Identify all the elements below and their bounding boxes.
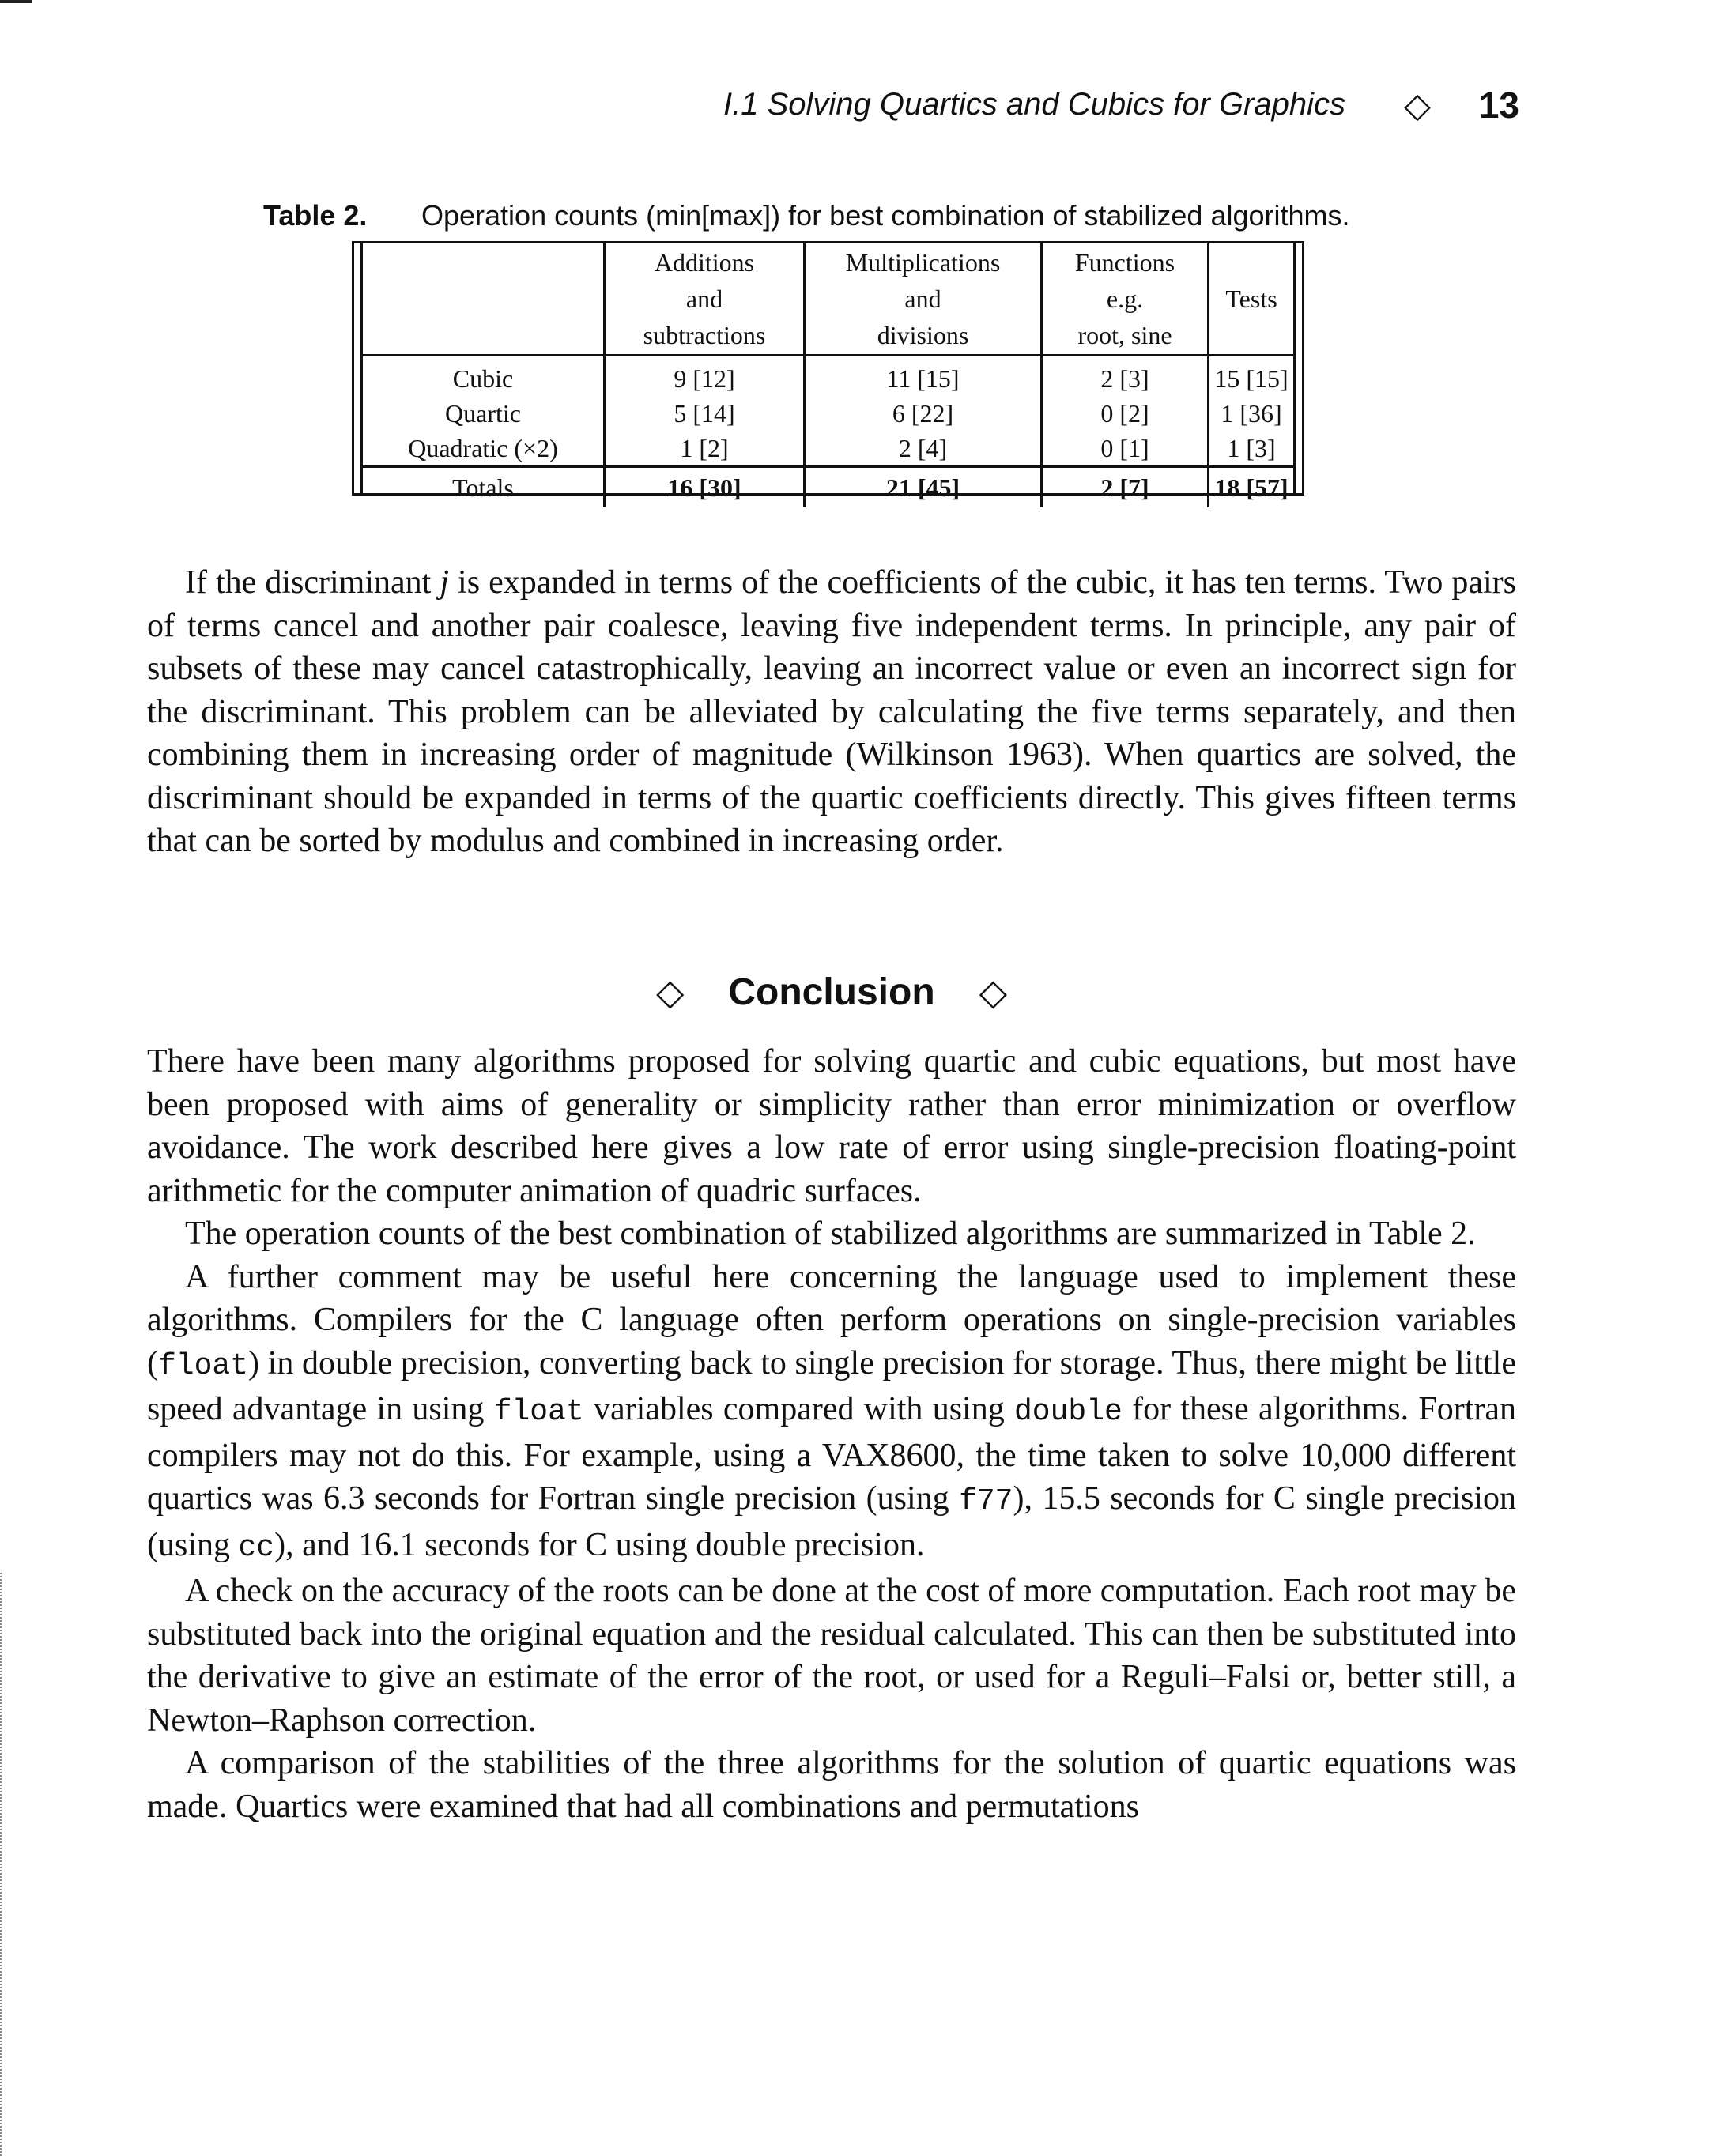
- cell-functions: 2 [3]: [1042, 356, 1209, 397]
- cell-additions: 5 [14]: [605, 396, 805, 431]
- section-heading: [147, 971, 1516, 1026]
- code-f77: f77: [959, 1484, 1013, 1518]
- diamond-icon: ◇: [1404, 86, 1431, 125]
- header-blank: [363, 243, 605, 356]
- table-row: [363, 396, 1293, 431]
- header-tests: Tests: [1209, 243, 1294, 356]
- running-title: I.1 Solving Quartics and Cubics for Graphics: [723, 87, 1345, 122]
- conclusion-paragraph-2: The operation counts of the best combination of stabilized algorithms are summarized in Table 2.: [185, 1216, 1476, 1252]
- header-functions: Functions e.g. root, sine: [1042, 243, 1209, 356]
- cell-additions: 9 [12]: [605, 356, 805, 397]
- row-label: Quartic: [445, 399, 521, 428]
- conclusion-paragraph-5: A comparison of the stabilities of the three algorithms for the solution of quartic equations was made. Quartics were examined that had all combinations and permutations: [147, 1745, 1516, 1825]
- margin-scan-marks: [0, 1573, 17, 2156]
- totals-tests: 18 [57]: [1209, 467, 1294, 508]
- cell-tests: 1 [36]: [1209, 396, 1294, 431]
- cell-multiplications: 11 [15]: [805, 356, 1042, 397]
- code-double: double: [1014, 1395, 1123, 1429]
- cell-functions: 0 [2]: [1042, 396, 1209, 431]
- header-additions: Additions and subtractions: [605, 243, 805, 356]
- conclusion-paragraph-3: A further comment may be useful here concerning the language used to implement these algorithms. Compilers for the C language often perform operations on single-precision variables (float) in double precision, converting back to single precision for storage. Thus, there might be little speed advantage in using float variables compared with using double for these algorithms. Fortran compilers may not do this. For example, using a VAX8600, the time taken to solve 10,000 different quartics was 6.3 seconds for Fortran single precision (using f77), 15.5 seconds for C single precision (using cc), and 16.1 seconds for C using double precision.: [147, 1258, 1517, 1565]
- table-row: [363, 431, 1293, 467]
- code-float: float: [493, 1395, 584, 1429]
- conclusion-text: [147, 1040, 1516, 1828]
- totals-label: Totals: [363, 467, 605, 508]
- variable-j: j: [440, 564, 450, 601]
- ops-table: [363, 243, 1293, 507]
- table-caption: [263, 199, 1449, 232]
- cell-tests: 15 [15]: [1209, 356, 1294, 397]
- table-row: [363, 356, 1293, 397]
- cell-multiplications: 2 [4]: [805, 431, 1042, 467]
- corner-mark: [0, 0, 32, 3]
- totals-row: [363, 467, 1293, 508]
- table-label: Table 2.: [263, 199, 368, 232]
- conclusion-paragraph-4: A check on the accuracy of the roots can be done at the cost of more computation. Each root may be substituted back into the original equation and the residual calculated. This can then be substituted into the derivative to give an estimate of the error of the root, or used for a Reguli–Falsi or, better still, a Newton–Raphson correction.: [147, 1573, 1516, 1739]
- totals-multiplications: 21 [45]: [805, 467, 1042, 508]
- cell-multiplications: 6 [22]: [805, 396, 1042, 431]
- row-label: Cubic: [452, 364, 514, 393]
- page-number: 13: [1478, 85, 1519, 126]
- diamond-icon: ◇: [979, 971, 1008, 1012]
- diamond-icon: ◇: [655, 971, 685, 1012]
- discriminant-paragraph: If the discriminant j is expanded in terms of the coefficients of the cubic, it has ten terms. Two pairs of terms cancel and another pair coalesce, leaving five independent terms. In principle, any pair of subsets of these may cancel catastrophically, leaving an incorrect value or even an incorrect sign for the discriminant. This problem can be alleviated by calculating the five terms separately, and then combining them in increasing order of magnitude (Wilkinson 1963). When quartics are solved, the discriminant should be expanded in terms of the quartic coefficients directly. This gives fifteen terms that can be sorted by modulus and combined in increasing order.: [147, 564, 1516, 859]
- cell-functions: 0 [1]: [1042, 431, 1209, 467]
- section-title: Conclusion: [728, 971, 935, 1013]
- code-cc: cc: [238, 1530, 275, 1565]
- code-float: float: [158, 1348, 249, 1383]
- header-multiplications: Multiplications and divisions: [805, 243, 1042, 356]
- cell-additions: 1 [2]: [605, 431, 805, 467]
- discriminant-paragraph-block: [147, 561, 1516, 863]
- totals-functions: 2 [7]: [1042, 467, 1209, 508]
- totals-additions: 16 [30]: [605, 467, 805, 508]
- conclusion-paragraph-1: There have been many algorithms proposed for solving quartic and cubic equations, but most have been proposed with aims of generality or simplicity rather than error minimization or overflow avoidance. The work described here gives a low rate of error using single-precision floating-point arithmetic for the computer animation of quadric surfaces.: [147, 1043, 1516, 1209]
- running-head: [688, 87, 1519, 134]
- table-caption-text: Operation counts (min[max]) for best combination of stabilized algorithms.: [421, 199, 1350, 232]
- table-header-row: [363, 243, 1293, 356]
- table-inner-frame: [360, 243, 1296, 502]
- operation-counts-table: [352, 241, 1304, 502]
- cell-tests: 1 [3]: [1209, 431, 1294, 467]
- row-label: Quadratic (×2): [408, 434, 558, 462]
